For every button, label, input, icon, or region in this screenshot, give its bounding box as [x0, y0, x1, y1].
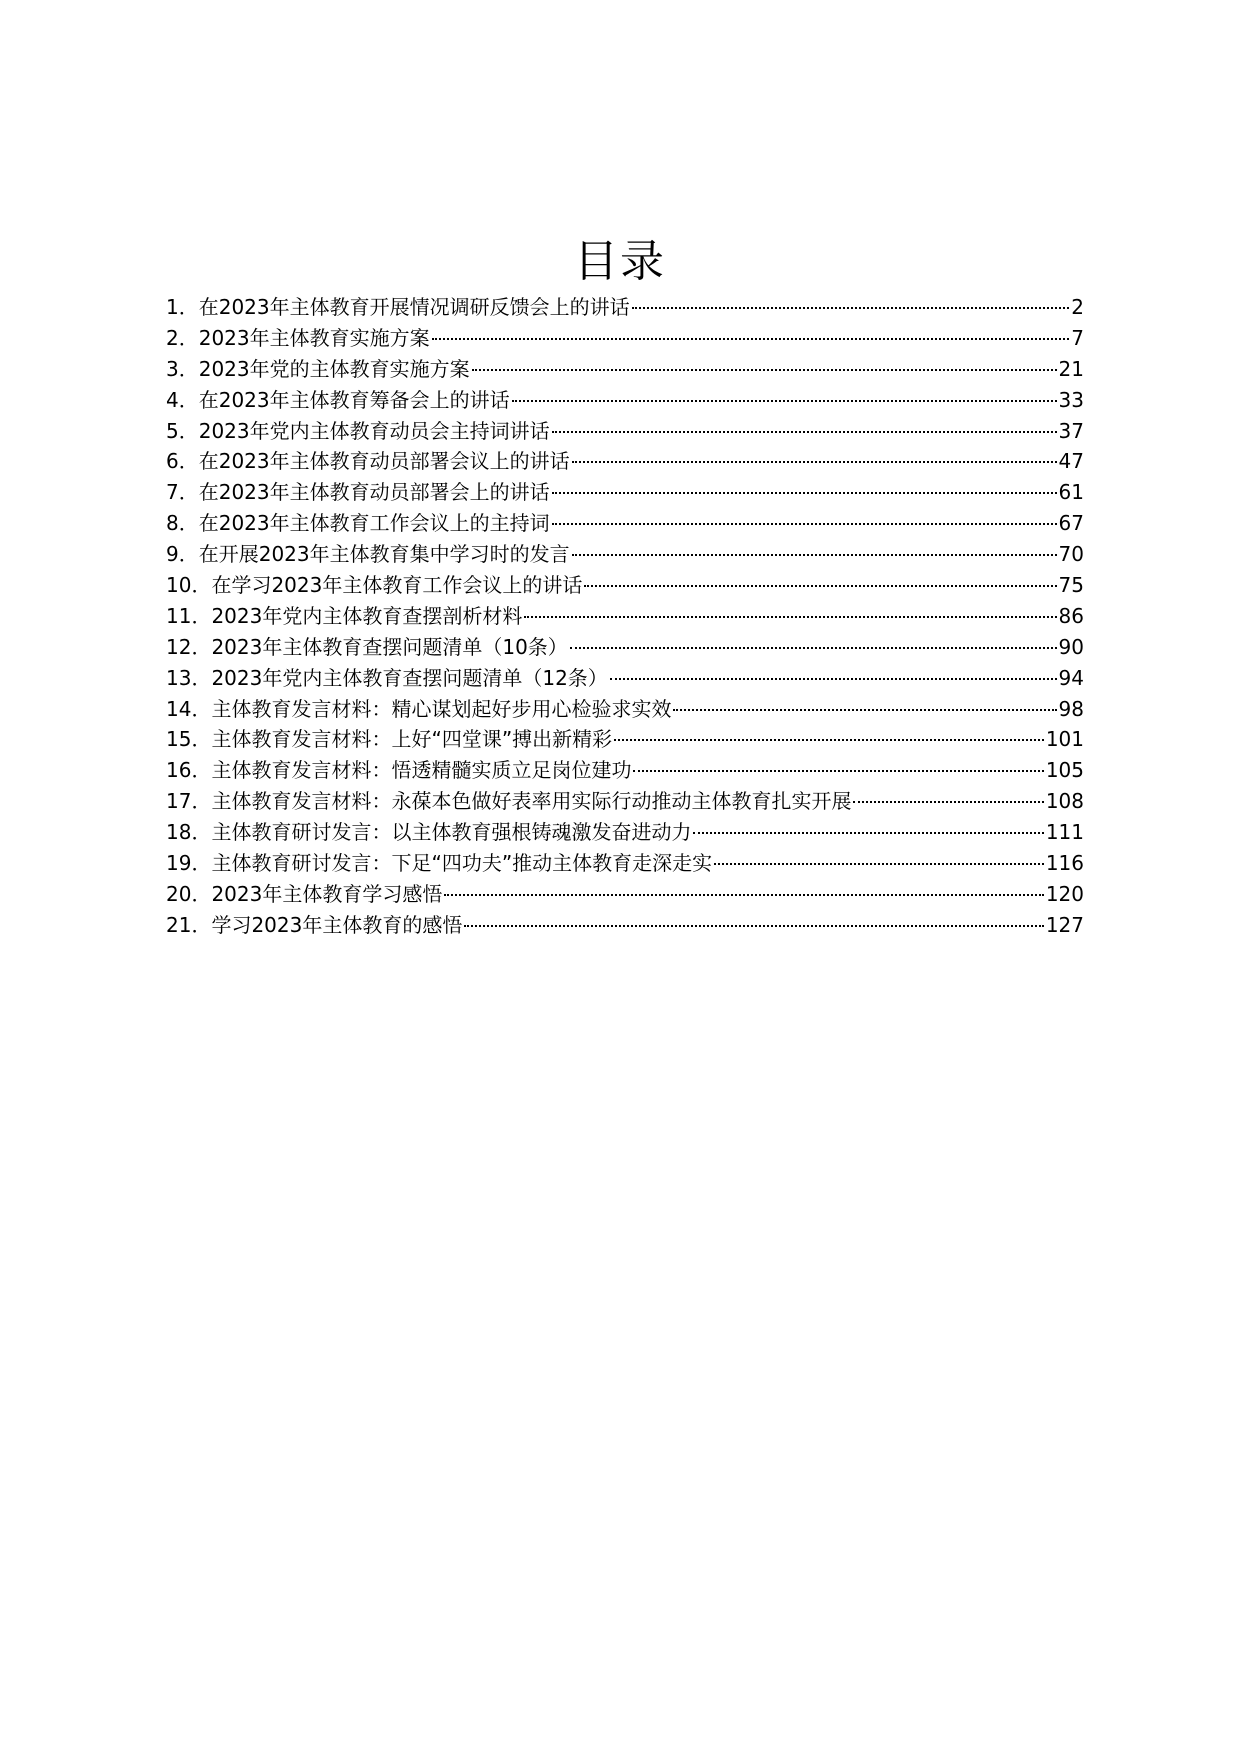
toc-entry-title: 2023年主体教育查摆问题清单（10条） — [211, 634, 568, 659]
toc-entry-title: 2023年主体教育实施方案 — [198, 325, 430, 350]
toc-entry-title: 在2023年主体教育动员部署会上的讲话 — [198, 480, 550, 505]
toc-entry[interactable] — [166, 694, 1084, 725]
toc-entry-title: 在2023年主体教育筹备会上的讲话 — [198, 387, 510, 412]
toc-entry-dot-leader — [524, 615, 1056, 618]
toc-entry-dot-leader — [693, 831, 1043, 834]
toc-entry-dot-leader — [472, 368, 1057, 371]
toc-entry-page-number: 75 — [1058, 573, 1084, 598]
toc-entry[interactable] — [166, 354, 1084, 385]
toc-list — [166, 292, 1084, 941]
toc-entry-number: 7． — [166, 480, 199, 505]
toc-entry[interactable] — [166, 910, 1084, 941]
toc-entry-title: 在2023年主体教育工作会议上的主持词 — [198, 511, 550, 536]
toc-entry-page-number: 108 — [1045, 789, 1084, 814]
toc-entry-title: 在2023年主体教育开展情况调研反馈会上的讲话 — [198, 295, 630, 319]
toc-entry-number: 19． — [166, 851, 212, 876]
toc-entry-number: 14． — [166, 696, 212, 721]
toc-entry-page-number: 90 — [1058, 634, 1084, 659]
toc-entry-dot-leader — [432, 337, 1070, 340]
toc-entry[interactable] — [166, 385, 1084, 416]
toc-entry-dot-leader — [633, 769, 1043, 772]
toc-entry-dot-leader — [552, 522, 1057, 525]
toc-entry-dot-leader — [552, 430, 1057, 433]
toc-entry-number: 15． — [166, 727, 212, 752]
toc-entry[interactable] — [166, 570, 1084, 601]
toc-entry-page-number: 47 — [1058, 449, 1084, 474]
toc-entry-page-number: 67 — [1058, 511, 1084, 536]
toc-entry-dot-leader — [572, 553, 1057, 556]
toc-entry-number: 21． — [166, 912, 212, 937]
toc-entry-page-number: 116 — [1045, 851, 1084, 876]
toc-entry-title: 学习2023年主体教育的感悟 — [211, 912, 463, 937]
toc-entry-dot-leader — [444, 893, 1043, 896]
toc-entry-dot-leader — [714, 862, 1044, 865]
toc-entry[interactable] — [166, 539, 1084, 570]
toc-title: 目录 — [574, 236, 666, 287]
toc-entry-page-number: 105 — [1045, 758, 1084, 783]
toc-entry-number: 4． — [166, 387, 199, 412]
toc-entry[interactable] — [166, 817, 1084, 848]
toc-entry-number: 16． — [166, 758, 212, 783]
toc-entry[interactable] — [166, 601, 1084, 632]
toc-entry-page-number: 61 — [1058, 480, 1084, 505]
toc-entry-title: 在2023年主体教育动员部署会议上的讲话 — [198, 449, 570, 474]
toc-entry-title: 2023年党内主体教育动员会主持词讲话 — [198, 418, 550, 443]
toc-entry-title: 主体教育发言材料：永葆本色做好表率用实际行动推动主体教育扎实开展 — [211, 789, 852, 814]
toc-entry-page-number: 21 — [1058, 356, 1084, 381]
toc-entry-page-number: 37 — [1058, 418, 1084, 443]
toc-entry-page-number: 7 — [1071, 325, 1084, 350]
toc-entry-page-number: 101 — [1045, 727, 1084, 752]
toc-entry-dot-leader — [464, 924, 1043, 927]
toc-entry[interactable] — [166, 786, 1084, 817]
toc-entry-number: 11． — [166, 603, 212, 628]
toc-entry[interactable] — [166, 632, 1084, 663]
toc-entry-dot-leader — [572, 460, 1057, 463]
toc-entry[interactable] — [166, 879, 1084, 910]
toc-entry-title: 主体教育发言材料：悟透精髓实质立足岗位建功 — [211, 758, 632, 783]
toc-entry[interactable] — [166, 724, 1084, 755]
toc-entry[interactable] — [166, 292, 1084, 323]
toc-entry-number: 10． — [166, 573, 212, 598]
toc-entry-title: 主体教育发言材料：上好“四堂课”搏出新精彩 — [211, 727, 613, 752]
toc-entry-title: 主体教育研讨发言：下足“四功夫”推动主体教育走深走实 — [211, 851, 713, 876]
toc-entry-dot-leader — [610, 677, 1057, 680]
toc-entry[interactable] — [166, 755, 1084, 786]
toc-entry-page-number: 2 — [1071, 295, 1084, 319]
toc-entry-page-number: 120 — [1045, 881, 1084, 906]
toc-entry-page-number: 86 — [1058, 603, 1084, 628]
toc-entry-page-number: 33 — [1058, 387, 1084, 412]
toc-entry-number: 12． — [166, 634, 212, 659]
toc-entry-number: 1． — [166, 295, 199, 319]
toc-entry-dot-leader — [632, 306, 1070, 309]
toc-entry-number: 2． — [166, 325, 199, 350]
toc-entry-title: 主体教育研讨发言：以主体教育强根铸魂激发奋进动力 — [211, 820, 692, 845]
toc-entry[interactable] — [166, 477, 1084, 508]
toc-entry-page-number: 94 — [1058, 665, 1084, 690]
toc-entry-number: 9． — [166, 542, 199, 567]
toc-entry-dot-leader — [853, 800, 1043, 803]
toc-entry-page-number: 111 — [1045, 820, 1084, 845]
toc-entry-number: 5． — [166, 418, 199, 443]
toc-entry[interactable] — [166, 416, 1084, 447]
toc-entry-page-number: 98 — [1058, 696, 1084, 721]
toc-entry-number: 8． — [166, 511, 199, 536]
toc-entry-dot-leader — [570, 646, 1057, 649]
toc-entry[interactable] — [166, 663, 1084, 694]
toc-entry-number: 3． — [166, 356, 199, 381]
toc-entry-title: 2023年党的主体教育实施方案 — [198, 356, 470, 381]
toc-entry-dot-leader — [512, 399, 1057, 402]
toc-entry-page-number: 70 — [1058, 542, 1084, 567]
toc-entry-number: 17． — [166, 789, 212, 814]
toc-entry[interactable] — [166, 508, 1084, 539]
toc-entry-title: 在学习2023年主体教育工作会议上的讲话 — [211, 573, 583, 598]
toc-entry[interactable] — [166, 323, 1084, 354]
toc-entry-number: 20． — [166, 881, 212, 906]
toc-entry-dot-leader — [673, 708, 1056, 711]
toc-entry-title: 主体教育发言材料：精心谋划起好步用心检验求实效 — [211, 696, 672, 721]
toc-entry[interactable] — [166, 446, 1084, 477]
toc-entry-title: 在开展2023年主体教育集中学习时的发言 — [198, 542, 570, 567]
toc-entry-title: 2023年主体教育学习感悟 — [211, 881, 443, 906]
toc-entry-title: 2023年党内主体教育查摆问题清单（12条） — [211, 665, 608, 690]
toc-entry-number: 13． — [166, 665, 212, 690]
toc-entry-page-number: 127 — [1045, 912, 1084, 937]
toc-entry-number: 18． — [166, 820, 212, 845]
toc-entry-title: 2023年党内主体教育查摆剖析材料 — [211, 603, 523, 628]
toc-entry-number: 6． — [166, 449, 199, 474]
toc-entry[interactable] — [166, 848, 1084, 879]
toc-entry-dot-leader — [584, 584, 1056, 587]
toc-entry-dot-leader — [614, 738, 1044, 741]
toc-entry-dot-leader — [552, 491, 1057, 494]
